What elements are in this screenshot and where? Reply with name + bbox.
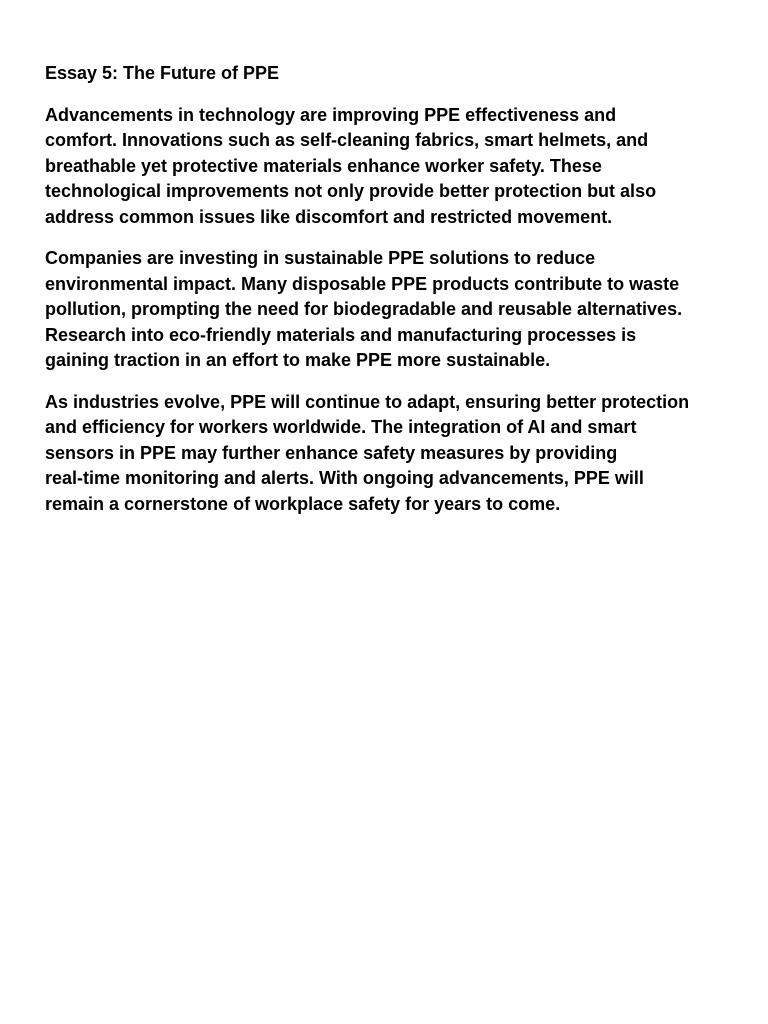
paragraph-sustainability [45,246,735,374]
paragraph-line: real-time monitoring and alerts. With ongoing advancements, PPE will [45,468,644,488]
paragraph-line: and efficiency for workers worldwide. The integration of AI and smart [45,417,637,437]
document-page [45,61,735,517]
paragraph-line: comfort. Innovations such as self-cleaning fabrics, smart helmets, and [45,130,649,150]
essay-title: Essay 5: The Future of PPE [45,63,280,83]
paragraph-line: As industries evolve, PPE will continue to adapt, ensuring better protection [45,391,690,412]
paragraph-line: address common issues like discomfort and restricted movement. [45,206,613,227]
paragraph-line: Advancements in technology are improving PPE effectiveness and [45,104,617,125]
paragraph-outlook [45,390,735,518]
paragraph-line: technological improvements not only provide better protection but also [45,181,657,201]
paragraph-line: environmental impact. Many disposable PPE products contribute to waste [45,273,680,294]
paragraph-line: pollution, prompting the need for biodegradable and reusable alternatives. [45,299,683,319]
paragraph-line: remain a cornerstone of workplace safety for years to come. [45,493,561,514]
paragraph-line: breathable yet protective materials enhance worker safety. These [45,155,602,176]
paragraph-line: sensors in PPE may further enhance safety measures by providing [45,442,618,463]
paragraph-technology [45,103,735,231]
paragraph-line: gaining traction in an effort to make PPE more sustainable. [45,350,551,370]
paragraph-line: Companies are investing in sustainable PPE solutions to reduce [45,248,596,268]
paragraph-line: Research into eco-friendly materials and manufacturing processes is [45,324,637,345]
